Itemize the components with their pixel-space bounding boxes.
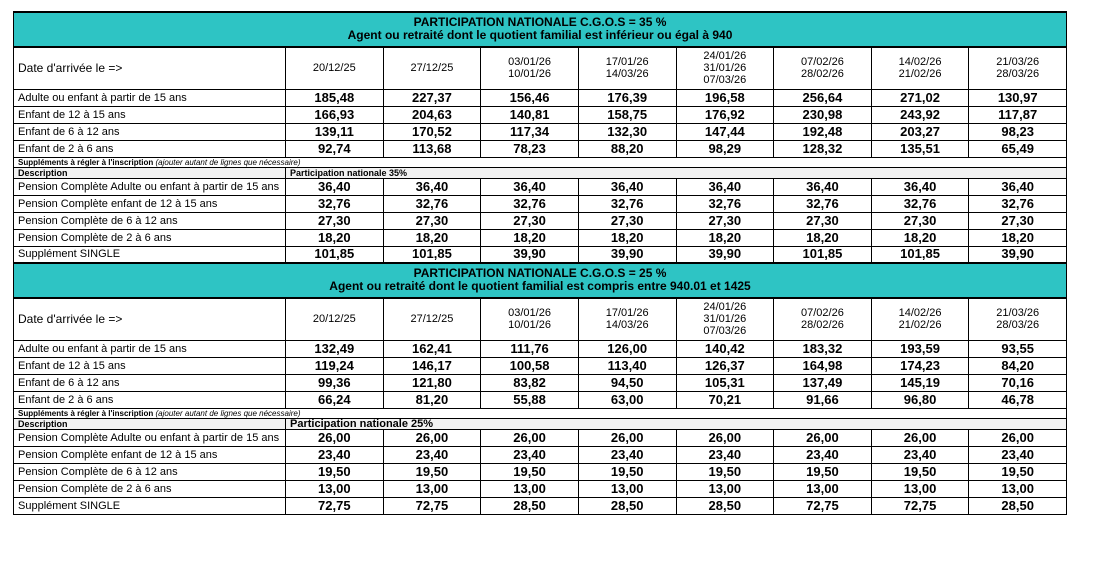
price-row (14, 374, 1067, 391)
arrival-date: 10/01/26 (508, 319, 551, 332)
price-row (14, 357, 1067, 374)
supplement-cell: 28,50 (481, 497, 579, 514)
supplement-cell: 18,20 (676, 229, 774, 246)
price-cell: 70,16 (969, 374, 1067, 391)
price-row (14, 340, 1067, 357)
supplement-cell: 13,00 (286, 480, 384, 497)
supplement-row (14, 246, 1067, 263)
supplement-cell: 101,85 (774, 246, 872, 263)
arrival-date-cell (676, 298, 774, 340)
arrival-date: 14/03/26 (605, 68, 649, 81)
arrival-date-cell (871, 47, 969, 89)
price-cell: 164,98 (774, 357, 872, 374)
arrival-date: 14/02/26 (898, 56, 942, 69)
price-row-label: Adulte ou enfant à partir de 15 ans (14, 89, 286, 106)
price-cell: 170,52 (383, 123, 481, 140)
supplement-cell: 19,50 (871, 463, 969, 480)
price-cell: 117,34 (481, 123, 579, 140)
supplement-cell: 72,75 (383, 497, 481, 514)
supplement-cell: 18,20 (774, 229, 872, 246)
supplement-row-label: Pension Complète de 2 à 6 ans (14, 480, 286, 497)
arrival-date-cell (578, 298, 676, 340)
arrival-date: 10/01/26 (508, 68, 551, 81)
price-cell: 147,44 (676, 123, 774, 140)
arrival-date-cell (481, 47, 579, 89)
supplement-row (14, 446, 1067, 463)
participation-label: Participation nationale 25% (286, 418, 1067, 429)
supplement-cell: 36,40 (286, 178, 384, 195)
supplement-cell: 39,90 (578, 246, 676, 263)
description-label: Description (14, 167, 286, 178)
supplement-cell: 27,30 (969, 212, 1067, 229)
price-cell: 99,36 (286, 374, 384, 391)
supplement-cell: 36,40 (481, 178, 579, 195)
supplement-cell: 23,40 (481, 446, 579, 463)
supplement-cell: 32,76 (676, 195, 774, 212)
price-cell: 146,17 (383, 357, 481, 374)
supplement-row-label: Pension Complète Adulte ou enfant à partir de 15 ans (14, 178, 286, 195)
supplement-row-label: Pension Complète de 6 à 12 ans (14, 212, 286, 229)
price-cell: 128,32 (774, 140, 872, 157)
participation-label: Participation nationale 35% (286, 167, 1067, 178)
supplement-cell: 26,00 (774, 429, 872, 446)
price-cell: 135,51 (871, 140, 969, 157)
arrival-date-cell (578, 47, 676, 89)
price-cell: 196,58 (676, 89, 774, 106)
arrival-date-cell (481, 298, 579, 340)
price-cell: 94,50 (578, 374, 676, 391)
supplement-cell: 72,75 (871, 497, 969, 514)
price-cell: 126,00 (578, 340, 676, 357)
arrival-date: 07/03/26 (703, 325, 747, 338)
supplement-cell: 13,00 (871, 480, 969, 497)
price-cell: 271,02 (871, 89, 969, 106)
section-subtitle: Agent ou retraité dont le quotient familial est compris entre 940.01 et 1425 (329, 279, 751, 293)
arrival-date: 28/02/26 (801, 319, 844, 332)
supplement-cell: 72,75 (286, 497, 384, 514)
supplement-cell: 32,76 (578, 195, 676, 212)
price-cell: 192,48 (774, 123, 872, 140)
price-cell: 139,11 (286, 123, 384, 140)
price-cell: 117,87 (969, 106, 1067, 123)
price-cell: 46,78 (969, 391, 1067, 408)
price-row-label: Enfant de 6 à 12 ans (14, 123, 286, 140)
supplement-cell: 36,40 (383, 178, 481, 195)
arrival-date: 28/03/26 (996, 68, 1040, 81)
price-cell: 137,49 (774, 374, 872, 391)
arrival-date: 07/02/26 (801, 307, 844, 320)
arrival-date-cell (871, 298, 969, 340)
supplements-title: Suppléments à régler à l'inscription (18, 157, 154, 167)
supplement-cell: 27,30 (578, 212, 676, 229)
arrival-date-label: Date d'arrivée le => (14, 298, 286, 340)
arrival-date: 24/01/26 (703, 50, 747, 63)
supplement-cell: 28,50 (969, 497, 1067, 514)
price-cell: 111,76 (481, 340, 579, 357)
description-row (14, 418, 1067, 429)
price-cell: 256,64 (774, 89, 872, 106)
price-cell: 93,55 (969, 340, 1067, 357)
supplements-title: Suppléments à régler à l'inscription (18, 408, 154, 418)
price-cell: 78,23 (481, 140, 579, 157)
supplements-note: (ajouter autant de lignes que nécessaire) (155, 157, 301, 167)
supplement-cell: 39,90 (969, 246, 1067, 263)
supplement-row-label: Supplément SINGLE (14, 246, 286, 263)
supplement-cell: 18,20 (481, 229, 579, 246)
price-cell: 81,20 (383, 391, 481, 408)
price-cell: 193,59 (871, 340, 969, 357)
price-cell: 132,49 (286, 340, 384, 357)
arrival-date: 14/02/26 (898, 307, 942, 320)
arrival-date-cell (676, 47, 774, 89)
arrival-date: 03/01/26 (508, 56, 551, 69)
price-row (14, 140, 1067, 157)
price-cell: 227,37 (383, 89, 481, 106)
section-banner (14, 12, 1067, 47)
price-cell: 96,80 (871, 391, 969, 408)
arrival-dates-row (14, 298, 1067, 340)
description-label: Description (14, 418, 286, 429)
arrival-date-label: Date d'arrivée le => (14, 47, 286, 89)
section-banner (14, 263, 1067, 298)
supplement-cell: 23,40 (286, 446, 384, 463)
supplement-cell: 23,40 (871, 446, 969, 463)
supplement-cell: 28,50 (578, 497, 676, 514)
supplement-cell: 19,50 (969, 463, 1067, 480)
supplement-cell: 19,50 (481, 463, 579, 480)
supplement-cell: 18,20 (969, 229, 1067, 246)
supplement-cell: 26,00 (481, 429, 579, 446)
supplement-cell: 13,00 (578, 480, 676, 497)
supplement-cell: 26,00 (871, 429, 969, 446)
price-cell: 162,41 (383, 340, 481, 357)
supplement-cell: 27,30 (481, 212, 579, 229)
supplement-cell: 27,30 (774, 212, 872, 229)
description-row (14, 167, 1067, 178)
price-cell: 65,49 (969, 140, 1067, 157)
price-cell: 88,20 (578, 140, 676, 157)
supplement-cell: 27,30 (383, 212, 481, 229)
supplement-row (14, 463, 1067, 480)
supplement-row (14, 229, 1067, 246)
arrival-date-cell (286, 298, 384, 340)
supplement-cell: 23,40 (969, 446, 1067, 463)
supplement-cell: 13,00 (969, 480, 1067, 497)
arrival-dates-row (14, 47, 1067, 89)
supplement-cell: 19,50 (774, 463, 872, 480)
arrival-date: 27/12/25 (410, 62, 454, 75)
price-cell: 63,00 (578, 391, 676, 408)
price-cell: 91,66 (774, 391, 872, 408)
arrival-date: 17/01/26 (605, 307, 649, 320)
supplement-cell: 18,20 (578, 229, 676, 246)
supplements-header-row (14, 408, 1067, 418)
supplement-cell: 13,00 (676, 480, 774, 497)
price-cell: 130,97 (969, 89, 1067, 106)
arrival-date: 28/02/26 (801, 68, 844, 81)
price-row (14, 391, 1067, 408)
price-row (14, 89, 1067, 106)
supplement-cell: 26,00 (383, 429, 481, 446)
arrival-date: 20/12/25 (312, 62, 356, 75)
supplement-cell: 32,76 (383, 195, 481, 212)
price-cell: 132,30 (578, 123, 676, 140)
supplement-cell: 32,76 (481, 195, 579, 212)
supplement-row (14, 178, 1067, 195)
price-cell: 183,32 (774, 340, 872, 357)
price-row-label: Enfant de 12 à 15 ans (14, 357, 286, 374)
supplements-note: (ajouter autant de lignes que nécessaire) (155, 408, 301, 418)
price-cell: 98,29 (676, 140, 774, 157)
price-cell: 98,23 (969, 123, 1067, 140)
arrival-date: 24/01/26 (703, 301, 747, 314)
arrival-date: 20/12/25 (312, 313, 356, 326)
price-cell: 126,37 (676, 357, 774, 374)
price-cell: 70,21 (676, 391, 774, 408)
price-cell: 121,80 (383, 374, 481, 391)
supplement-cell: 39,90 (676, 246, 774, 263)
supplement-cell: 28,50 (676, 497, 774, 514)
supplement-cell: 27,30 (871, 212, 969, 229)
price-cell: 119,24 (286, 357, 384, 374)
supplement-row (14, 480, 1067, 497)
supplement-cell: 101,85 (871, 246, 969, 263)
price-cell: 203,27 (871, 123, 969, 140)
supplement-cell: 32,76 (871, 195, 969, 212)
arrival-date-cell (774, 298, 872, 340)
price-row-label: Adulte ou enfant à partir de 15 ans (14, 340, 286, 357)
supplement-row-label: Pension Complète Adulte ou enfant à partir de 15 ans (14, 429, 286, 446)
arrival-date: 21/03/26 (996, 307, 1040, 320)
supplements-header (14, 157, 1067, 167)
price-cell: 176,39 (578, 89, 676, 106)
arrival-date-cell (383, 298, 481, 340)
section-title: PARTICIPATION NATIONALE C.G.O.S = 25 % (413, 266, 667, 280)
supplement-cell: 18,20 (383, 229, 481, 246)
supplement-cell: 23,40 (774, 446, 872, 463)
arrival-date: 31/01/26 (703, 62, 747, 75)
price-cell: 113,68 (383, 140, 481, 157)
supplement-cell: 13,00 (481, 480, 579, 497)
price-row-label: Enfant de 6 à 12 ans (14, 374, 286, 391)
price-cell: 166,93 (286, 106, 384, 123)
arrival-date-cell (969, 47, 1067, 89)
supplement-cell: 26,00 (676, 429, 774, 446)
price-cell: 113,40 (578, 357, 676, 374)
supplement-cell: 26,00 (969, 429, 1067, 446)
arrival-date-cell (286, 47, 384, 89)
price-cell: 83,82 (481, 374, 579, 391)
price-cell: 55,88 (481, 391, 579, 408)
price-cell: 84,20 (969, 357, 1067, 374)
section-header (14, 12, 1067, 47)
arrival-date: 21/03/26 (996, 56, 1040, 69)
section-title: PARTICIPATION NATIONALE C.G.O.S = 35 % (413, 15, 667, 29)
supplement-row-label: Pension Complète de 2 à 6 ans (14, 229, 286, 246)
supplement-row (14, 195, 1067, 212)
supplement-cell: 39,90 (481, 246, 579, 263)
supplement-cell: 18,20 (871, 229, 969, 246)
supplement-cell: 36,40 (871, 178, 969, 195)
arrival-date: 31/01/26 (703, 313, 747, 326)
supplement-cell: 36,40 (578, 178, 676, 195)
supplement-row (14, 212, 1067, 229)
supplement-cell: 36,40 (969, 178, 1067, 195)
supplement-cell: 13,00 (383, 480, 481, 497)
price-cell: 204,63 (383, 106, 481, 123)
price-cell: 176,92 (676, 106, 774, 123)
supplement-cell: 23,40 (676, 446, 774, 463)
arrival-date-cell (383, 47, 481, 89)
arrival-date: 21/02/26 (898, 68, 942, 81)
supplement-cell: 19,50 (676, 463, 774, 480)
price-cell: 92,74 (286, 140, 384, 157)
supplement-cell: 19,50 (286, 463, 384, 480)
price-cell: 174,23 (871, 357, 969, 374)
supplement-cell: 32,76 (286, 195, 384, 212)
pricing-sheet (13, 11, 1066, 515)
arrival-date: 07/03/26 (703, 74, 747, 87)
price-cell: 105,31 (676, 374, 774, 391)
arrival-date: 17/01/26 (605, 56, 649, 69)
supplement-cell: 36,40 (676, 178, 774, 195)
supplements-header-row (14, 157, 1067, 167)
supplement-row-label: Pension Complète enfant de 12 à 15 ans (14, 195, 286, 212)
price-cell: 140,42 (676, 340, 774, 357)
price-row (14, 123, 1067, 140)
supplement-cell: 13,00 (774, 480, 872, 497)
price-cell: 158,75 (578, 106, 676, 123)
supplement-cell: 26,00 (578, 429, 676, 446)
arrival-date-cell (969, 298, 1067, 340)
price-row (14, 106, 1067, 123)
pricing-table (13, 11, 1067, 515)
supplement-cell: 23,40 (383, 446, 481, 463)
supplement-cell: 19,50 (383, 463, 481, 480)
price-cell: 145,19 (871, 374, 969, 391)
supplement-cell: 27,30 (286, 212, 384, 229)
supplement-cell: 72,75 (774, 497, 872, 514)
supplement-cell: 26,00 (286, 429, 384, 446)
price-cell: 100,58 (481, 357, 579, 374)
supplements-header (14, 408, 1067, 418)
supplement-cell: 19,50 (578, 463, 676, 480)
supplement-cell: 23,40 (578, 446, 676, 463)
arrival-date: 28/03/26 (996, 319, 1040, 332)
price-cell: 185,48 (286, 89, 384, 106)
price-cell: 243,92 (871, 106, 969, 123)
supplement-cell: 18,20 (286, 229, 384, 246)
supplement-cell: 101,85 (286, 246, 384, 263)
arrival-date: 14/03/26 (605, 319, 649, 332)
arrival-date: 07/02/26 (801, 56, 844, 69)
price-cell: 66,24 (286, 391, 384, 408)
supplement-cell: 36,40 (774, 178, 872, 195)
supplement-row-label: Pension Complète de 6 à 12 ans (14, 463, 286, 480)
supplement-cell: 32,76 (969, 195, 1067, 212)
price-row-label: Enfant de 2 à 6 ans (14, 391, 286, 408)
arrival-date: 27/12/25 (410, 313, 454, 326)
supplement-cell: 32,76 (774, 195, 872, 212)
price-row-label: Enfant de 12 à 15 ans (14, 106, 286, 123)
section-subtitle: Agent ou retraité dont le quotient familial est inférieur ou égal à 940 (347, 28, 733, 42)
supplement-cell: 27,30 (676, 212, 774, 229)
price-row-label: Enfant de 2 à 6 ans (14, 140, 286, 157)
supplement-row (14, 497, 1067, 514)
price-cell: 140,81 (481, 106, 579, 123)
supplement-cell: 101,85 (383, 246, 481, 263)
arrival-date: 03/01/26 (508, 307, 551, 320)
supplement-row (14, 429, 1067, 446)
supplement-row-label: Pension Complète enfant de 12 à 15 ans (14, 446, 286, 463)
arrival-date-cell (774, 47, 872, 89)
supplement-row-label: Supplément SINGLE (14, 497, 286, 514)
section-header (14, 263, 1067, 298)
arrival-date: 21/02/26 (898, 319, 942, 332)
price-cell: 156,46 (481, 89, 579, 106)
price-cell: 230,98 (774, 106, 872, 123)
